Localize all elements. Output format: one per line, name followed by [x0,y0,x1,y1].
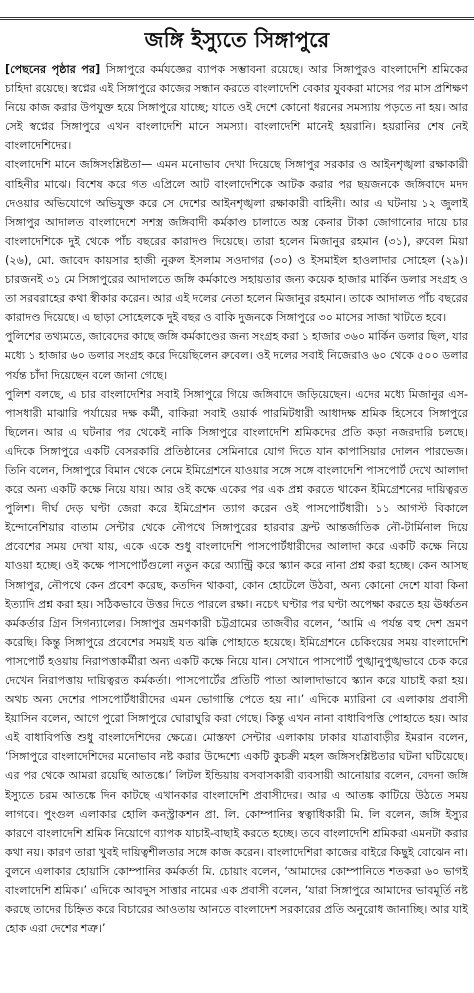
top-border-rule [0,0,474,20]
article-paragraph-3: পুলিশের তথ্যমতে, জাবেদের কাছে জঙ্গি কর্মকাণ্ডের জন্য সংগ্রহ করা ১ হাজার ৩৬০ মার্কিন ডলার ছিল, যার মধ্যে ১ হাজার ৬০ ডলার সংগ্রহ করে দিয়েছিলেন রুবেল। ওই দলের সবাই নিজেরাও ৬০ থেকে ৫০০ ডলার পর্যন্ত চাঁদা দিয়েছেন বলে জানা গেছে। [5,330,468,382]
continued-from-label: [ পেছনের পৃষ্ঠার পর ] [5,63,106,76]
article-body [5,60,468,988]
paragraph-text: সিঙ্গাপুরে কর্মযজ্ঞের ব্যাপক সম্ভাবনা রয়েছে। আর সিঙ্গাপুরও বাংলাদেশি শ্রমিকের চাহিদা রয়েছে। স্বপ্নের এই সিঙ্গাপুরে কাজের সন্ধান করতে বাংলাদেশি বেকার যুবকরা মাসের পর মাস প্রশিক্ষণ নিয়ে কাজ করার উপযুক্ত হয়ে সিঙ্গাপুরে যাচ্ছে; যাতে ওই দেশে কোনো ধরনের সমস্যায় পড়তে না হয়। আর সেই স্বপ্নের সিঙ্গাপুরে এখন বাংলাদেশি মানে সমস্যা। বাংলাদেশি মানেই হয়রানি। হয়রানির শেষ নেই বাংলাদেশিদের। [5,63,468,153]
article-paragraph-4: পুলিশ বলছে, এ চার বাংলাদেশির সবাই সিঙ্গাপুরে গিয়ে জঙ্গিবাদে জড়িয়েছেন। এদের মধ্যে মিজানুর এস-পাসধারী মাঝারি পর্যায়ের দক্ষ কর্মী, বাকিরা সবাই ওয়ার্ক পারমিটধারী আধাদক্ষ শ্রমিক হিসেবে সিঙ্গাপুরে ছিলেন। আর এ ঘটনার পর থেকেই নাকি সিঙ্গাপুরে বাংলাদেশি শ্রমিকদের প্রতি কড়া নজরদারি চলছে। এদিকে সিঙ্গাপুরে একটি বেসরকারি প্রতিষ্ঠানের সেমিনারে যোগ দিতে যান কাপাসিয়ার দোলন পারভেজ। তিনি বলেন, সিঙ্গাপুরে বিমান থেকে নেমে ইমিগ্রেশনে যাওয়ার সঙ্গে সঙ্গে বাংলাদেশি পাসপোর্ট দেখে আলাদা করে অন্য একটি কক্ষে নিয়ে যায়। আর ওই কক্ষে একের পর এক প্রশ্ন করতে থাকেন ইমিগ্রেশনের দায়িত্বরত পুলিশ। দীর্ঘ দেড় ঘণ্টা জেরা করে ইমিগ্রেশন ত্যাগ করেন ওই পাসপোর্টধারী। ১১ আগস্ট বিকালে ইন্দোনেশিয়ার বাতাম সেন্টার থেকে নৌপথে সিঙ্গাপুরের হারবার ফ্রন্ট আন্তর্জাতিক নৌ-টার্মিনাল দিয়ে প্রবেশের সময় দেখা যায়, একে একে শুধু বাংলাদেশি পাসপোর্টধারীদের আলাদা করে একটি কক্ষে নিয়ে যাওয়া হচ্ছে। ওই কক্ষে পাসপোর্টগুলো নতুন করে অ্যান্ট্রি করে স্ক্যান করে নানা প্রশ্ন করা হচ্ছে। কেন আসছ সিঙ্গাপুর, নৌপথে কেন প্রবেশ করেছ, কতদিন থাকবা, কোন হোটেলে উঠবা, অন্য কোনো দেশে যাবা কিনা ইত্যাদি প্রশ্ন করা হয়। সঠিকভাবে উত্তর দিতে পারলে রক্ষা। নচেৎ ঘণ্টার পর ঘণ্টা অপেক্ষা করতে হয় ঊর্ধ্বতন কর্মকর্তার গ্রিন সিগন্যালের। সিঙ্গাপুর ভ্রমণকারী চট্টগ্রামের তাজবীর বলেন, ‘আমি এ পর্যন্ত বহু দেশ ভ্রমণ করেছি। কিন্তু সিঙ্গাপুরে প্রবেশের সময়ই যত ঝক্কি পোহাতে হয়েছে। ইমিগ্রেশনে চেকিংয়ের সময় বাংলাদেশি পাসপোর্ট হওয়ায় নিরাপত্তাকর্মীরা অন্য একটি কক্ষে নিয়ে যান। সেখানে পাসপোর্ট পুঙ্খানুপুঙ্খভাবে চেক করে দেখেন নিরাপত্তায় দায়িত্বরত কর্মকর্তা। পাসপোর্টের প্রতিটি পাতা আলাদাভাবে স্ক্যান করে যাচাই করা হয়। অথচ অন্য দেশের পাসপোর্টধারীদের এমন ভোগান্তি পেতে হয় না।’ এদিকে ম্যারিনা বে এলাকায় প্রবাসী ইয়াসিন বলেন, আগে পুরো সিঙ্গাপুরে ঘোরাঘুরি করা গেছে। কিন্তু এখন নানা বাধাবিপত্তি পোহাতে হয়। আর এই বাধাবিপত্তি শুধু বাংলাদেশিদের ক্ষেত্রে। মোস্তফা সেন্টার এলাকায় ঢাকার যাত্রাবাড়ীর ইমরান বলেন, ‘সিঙ্গাপুরে বাংলাদেশিদের মনোভাব নষ্ট করার উদ্দেশ্যে একটি কুচক্রী মহল জঙ্গিসংশ্লিষ্টতার ঘটনা ঘটিয়েছে। এর পর থেকে আমরা রয়েছি আতঙ্কে।’ লিটল ইন্ডিয়ায় বসবাসকারী ব্যবসায়ী আনোয়ার বলেন, বেদনা জঙ্গি ইস্যুতে চরম আতঙ্কে দিন কাটছে এখানকার বাংলাদেশি প্রবাসীদের। আর এ আতঙ্ক কাটিয়ে উঠতে সময় লাগবে। পুংগুল এলাকার হোলি কনস্ট্রাকশন প্রা. লি. কোম্পানির স্বত্বাধিকারী মি. লি বলেন, জঙ্গি ইস্যুর কারণে বাংলাদেশি শ্রমিক নিয়োগে ব্যাপক যাচাই-বাছাই করতে হচ্ছে। তবে বাংলাদেশি শ্রমিকরা এমনটা করার কথা নয়। কারণ তারা খুবই দায়িত্বশীলতার সঙ্গে কাজ করেন। বাংলাদেশিরা কাজের বাইরে কিছুই বোঝেন না। বুলনে এলাকার হোয়াসি কোম্পানির কর্মকর্তা মি. চোয়াং বলেন, ‘আমাদের কোম্পানিতে শতকরা ৬০ ভাগই বাংলাদেশি শ্রমিক।’ এদিকে আবদুস সাত্তার নামের এক প্রবাসী বলেন, ‘যারা সিঙ্গাপুরে আমাদের ভাবমূর্তি নষ্ট করছে তাদের চিহ্নিত করে বিচারের আওতায় আনতে বাংলাদেশ সরকারের প্রতি অনুরোধ জানাচ্ছি। আর যাই হোক এরা দেশের শত্রু।’ [5,387,468,936]
article-paragraph-2: বাংলাদেশি মানে জঙ্গিসংশ্লিষ্টতা— এমন মনোভাব দেখা দিয়েছে সিঙ্গাপুর সরকার ও আইনশৃঙ্খলা রক্ষাকারী বাহিনীর মাঝে। বিশেষ করে গত এপ্রিলে আট বাংলাদেশিকে আটক করার পর ছয়জনকে জঙ্গিবাদে মদদ দেওয়ার অভিযোগে অভিযুক্ত করে সে দেশের আইনশৃঙ্খলা রক্ষাকারী বাহিনী। আর এ ঘটনায় ১২ জুলাই সিঙ্গাপুর আদালত বাংলাদেশে সশস্ত্র জঙ্গিবাদী কর্মকাণ্ড চালাতে অস্ত্র কেনার টাকা জোগানোর দায়ে চার বাংলাদেশিকে দুই থেকে পাঁচ বছরের কারাদণ্ড দিয়েছে। তারা হলেন মিজানুর রহমান (৩১), রুবেল মিয়া (২৬), মো. জাবেদ কায়সার হাজী নুরুল ইসলাম সওদাগর (৩০) ও ইসমাইল হাওলাদার সোহেল (২৯)। চারজনই ৩১ মে সিঙ্গাপুরের আদালতে জঙ্গি কর্মকাণ্ডে সহায়তার জন্য কয়েক হাজার মার্কিন ডলার সংগ্রহ ও তা সরবরাহের কথা স্বীকার করেন। আর এই দলের নেতা হলেন মিজানুর রহমান। তাকে আদালত পাঁচ বছরের কারাদণ্ড দিয়েছে। এ ছাড়া সোহেলকে দুই বছর ও বাকি দুজনকে সিঙ্গাপুরে ৩০ মাসের সাজা খাটতে হবে। [5,158,468,325]
article-headline: জঙ্গি ইস্যুতে সিঙ্গাপুরে [144,28,330,52]
article-paragraph-1 [5,60,468,155]
